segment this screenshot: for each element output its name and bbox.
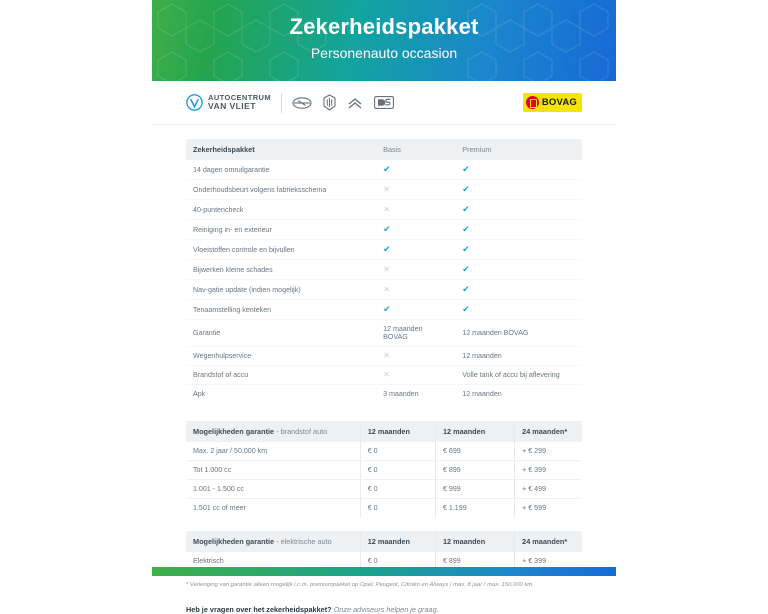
cell-label: Tot 1.000 cc xyxy=(186,461,360,480)
fuel-title: Mogelijkheden garantie xyxy=(193,427,275,436)
cell-feature: Apk xyxy=(193,390,206,398)
cross-icon: ✕ xyxy=(383,284,390,294)
cell-feature: Nav-gatie update (indien mogelijk) xyxy=(186,280,376,300)
brand-line-2: VAN VLIET xyxy=(208,100,256,111)
cell-basis xyxy=(376,180,455,200)
cell-feature: 40-puntencheck xyxy=(186,200,376,220)
cell-premium xyxy=(455,300,582,320)
table-row xyxy=(186,442,582,461)
col-header-fuel-1: 12 maanden xyxy=(360,421,435,442)
col-header-title-electric xyxy=(186,531,360,552)
check-icon: ✔ xyxy=(383,244,391,254)
page-title: Zekerheidspakket xyxy=(289,14,479,39)
col-header-electric-2: 12 maanden xyxy=(435,531,514,552)
table-header xyxy=(186,531,582,552)
table-row xyxy=(186,366,582,385)
table-header xyxy=(186,139,582,160)
cell-basis xyxy=(376,220,455,240)
table-row xyxy=(186,220,582,240)
cross-icon: ✕ xyxy=(383,204,390,214)
electric-title: Mogelijkheden garantie xyxy=(193,537,275,546)
cell-basis xyxy=(376,160,455,180)
electric-title-suffix: - elektrische auto xyxy=(274,537,332,546)
cta-text xyxy=(186,605,582,614)
cell-premium: 12 maanden xyxy=(462,390,502,398)
autocentrum-van-vliet-logo xyxy=(186,94,271,111)
cell-feature: Wegenhulpservice xyxy=(186,347,376,366)
garantie-brandstof-table xyxy=(186,421,582,517)
cell-feature: Garantie xyxy=(186,320,376,347)
col-header-electric-1: 12 maanden xyxy=(360,531,435,552)
footer-gradient-bar xyxy=(152,567,616,576)
table-row xyxy=(186,300,582,320)
cross-icon: ✕ xyxy=(383,351,390,360)
cta-question: Heb je vragen over het zekerheidspakket? xyxy=(186,605,332,614)
table-row xyxy=(186,280,582,300)
cell-c3: + € 599 xyxy=(522,504,547,512)
table-header xyxy=(186,421,582,442)
cell-premium xyxy=(455,220,582,240)
cell-c1: € 0 xyxy=(360,480,435,499)
check-icon: ✔ xyxy=(462,304,470,314)
table-row xyxy=(186,347,582,366)
left-margin xyxy=(0,0,152,576)
cell-c2: € 999 xyxy=(435,480,514,499)
cell-basis xyxy=(376,366,455,385)
cell-c3: + € 399 xyxy=(522,557,547,565)
table-header-row xyxy=(186,139,582,160)
cell-label: 1.001 - 1.500 cc xyxy=(186,480,360,499)
cell-feature: Reiniging in- en exterieur xyxy=(186,220,376,240)
hexagon-pattern-icon xyxy=(152,0,616,81)
table-row xyxy=(186,385,582,404)
cross-icon: ✕ xyxy=(383,184,390,194)
logo-strip xyxy=(152,81,616,125)
check-icon: ✔ xyxy=(462,284,470,294)
cell-c2: € 699 xyxy=(435,442,514,461)
section-spacer xyxy=(186,403,582,421)
cell-label: Max. 2 jaar / 50.000 km xyxy=(186,442,360,461)
check-icon: ✔ xyxy=(462,184,470,194)
cell-basis xyxy=(376,280,455,300)
section-spacer xyxy=(186,517,582,531)
col-header-title-fuel xyxy=(186,421,360,442)
col-header-electric-3: 24 maanden* xyxy=(515,531,582,552)
col-header-basis: Basis xyxy=(376,139,455,160)
table-row xyxy=(186,240,582,260)
cell-c2: € 899 xyxy=(435,461,514,480)
cell-feature: 14 dagen omruilgarantie xyxy=(186,160,376,180)
table-row xyxy=(186,461,582,480)
check-icon: ✔ xyxy=(462,204,470,214)
ds-automobiles-logo-icon xyxy=(374,96,394,109)
cell-c1: € 0 xyxy=(360,552,435,570)
van-vliet-mark-icon xyxy=(186,94,203,111)
table-row xyxy=(186,180,582,200)
check-icon: ✔ xyxy=(462,224,470,234)
cell-c2: € 899 xyxy=(435,552,514,570)
cell-basis xyxy=(376,260,455,280)
check-icon: ✔ xyxy=(383,304,391,314)
table-row xyxy=(186,499,582,518)
cell-feature: Bijwerken kleine schades xyxy=(186,260,376,280)
garantie-elektrisch-table xyxy=(186,531,582,570)
cell-c1: € 0 xyxy=(360,442,435,461)
bovag-label: BOVAG xyxy=(541,97,577,108)
cell-c3: + € 499 xyxy=(515,480,582,499)
cell-c1: € 0 xyxy=(360,499,435,518)
cell-feature: Brandstof of accu xyxy=(186,366,376,385)
cell-premium: Volle tank of accu bij aflevering xyxy=(455,366,582,385)
cell-premium xyxy=(455,180,582,200)
check-icon: ✔ xyxy=(462,264,470,274)
table-body xyxy=(186,442,582,517)
peugeot-logo-icon xyxy=(323,94,336,111)
cell-c1: € 0 xyxy=(360,461,435,480)
cell-basis xyxy=(376,347,455,366)
cross-icon: ✕ xyxy=(383,370,390,379)
table-header-row xyxy=(186,421,582,442)
check-icon: ✔ xyxy=(462,164,470,174)
cell-c3: + € 299 xyxy=(515,442,582,461)
cell-feature: Vloeistoffen controle en bijvullen xyxy=(186,240,376,260)
cross-icon: ✕ xyxy=(383,264,390,274)
document-sheet xyxy=(152,0,616,614)
table-row xyxy=(186,480,582,499)
cell-feature: Onderhoudsbeurt volgens fabrieksschema xyxy=(186,180,376,200)
table-header-row xyxy=(186,531,582,552)
document-content xyxy=(152,125,616,614)
cell-c3: + € 399 xyxy=(515,461,582,480)
logo-divider xyxy=(281,93,282,113)
citroen-logo-icon xyxy=(347,95,363,111)
col-header-fuel-2: 12 maanden xyxy=(435,421,514,442)
table-row xyxy=(186,160,582,180)
cell-premium: 12 maanden BOVAG xyxy=(455,320,582,347)
cell-label: Elektrisch xyxy=(186,552,360,570)
cell-basis: 3 maanden xyxy=(383,390,419,398)
fuel-title-suffix: - brandstof auto xyxy=(274,427,328,436)
cell-premium xyxy=(455,280,582,300)
cell-basis: 12 maanden BOVAG xyxy=(376,320,455,347)
table-row xyxy=(186,320,582,347)
header-banner xyxy=(152,0,616,81)
zekerheidspakket-table xyxy=(186,139,582,403)
cell-premium xyxy=(455,160,582,180)
cta-answer: Onze adviseurs helpen je graag. xyxy=(331,605,439,614)
cell-basis xyxy=(376,300,455,320)
check-icon: ✔ xyxy=(383,224,391,234)
cell-premium: 12 maanden xyxy=(455,347,582,366)
cell-basis xyxy=(376,200,455,220)
brand-line-1: AUTOCENTRUM xyxy=(208,93,272,103)
col-header-fuel-3: 24 maanden* xyxy=(515,421,582,442)
cell-premium xyxy=(455,200,582,220)
check-icon: ✔ xyxy=(462,244,470,254)
footnote: * Verlenging van garantie alleen mogelijk i.c.m. premiumpakket op Opel, Peugeot, Citroën en Always / max. 8 jaar / max. 150.000 km. xyxy=(186,582,534,588)
opel-logo-icon xyxy=(292,95,312,111)
cell-premium xyxy=(455,240,582,260)
cell-premium xyxy=(455,260,582,280)
col-header-premium: Premium xyxy=(455,139,582,160)
table-row xyxy=(186,260,582,280)
cell-feature: Tenaamstelling kenteken xyxy=(186,300,376,320)
bovag-badge xyxy=(523,93,582,112)
page-subtitle: Personenauto occasion xyxy=(310,45,458,61)
table-row xyxy=(186,200,582,220)
marque-logos xyxy=(292,94,394,111)
right-margin xyxy=(616,0,768,576)
cell-label: 1.501 cc of meer xyxy=(186,499,360,518)
bovag-seal-icon xyxy=(526,96,539,109)
cell-c2: € 1.199 xyxy=(435,499,514,518)
table-body xyxy=(186,160,582,403)
check-icon: ✔ xyxy=(383,164,391,174)
cell-basis xyxy=(376,240,455,260)
col-header-feature: Zekerheidspakket xyxy=(186,139,376,160)
